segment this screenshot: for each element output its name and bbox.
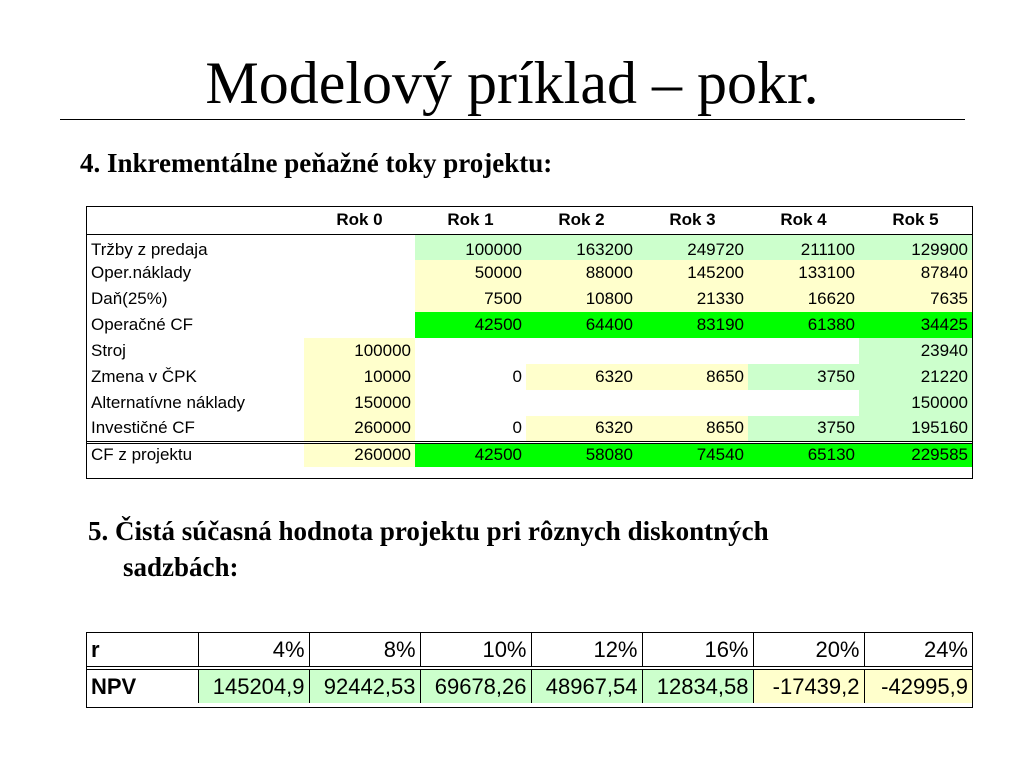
- table-cell: [304, 234, 415, 260]
- table-cell: 145200: [637, 260, 748, 286]
- table-cell: 8650: [637, 416, 748, 442]
- table-cell: 83190: [637, 312, 748, 338]
- table-cell: [304, 260, 415, 286]
- table-cell: [415, 390, 526, 416]
- row-label: Tržby z predaja: [91, 239, 208, 259]
- rate-cell: 8%: [309, 633, 420, 668]
- slide-title: Modelový príklad – pokr.: [205, 50, 819, 116]
- table-cell: [304, 312, 415, 338]
- npv-table: [86, 632, 973, 708]
- table-cell: 150000: [859, 390, 972, 416]
- table-cell: [526, 338, 637, 364]
- table-cell: 50000: [415, 260, 526, 286]
- header-empty: [87, 207, 304, 234]
- rate-cell: 16%: [642, 633, 753, 668]
- row-label: Oper.náklady: [91, 263, 192, 282]
- table-cell: 260000: [304, 416, 415, 442]
- table-cell: [415, 338, 526, 364]
- table-cell: 249720: [637, 234, 748, 260]
- table-cell: 64400: [526, 312, 637, 338]
- header-rok-1: Rok 1: [447, 210, 494, 230]
- table-cell: 16620: [748, 286, 859, 312]
- table-cell: [748, 390, 859, 416]
- table-row-total: [87, 442, 972, 467]
- table-cell: [637, 390, 748, 416]
- table-cell: 42500: [415, 442, 526, 467]
- title-divider: [60, 119, 965, 120]
- header-rok-4: Rok 4: [780, 210, 827, 230]
- npv-cell: 12834,58: [642, 668, 753, 703]
- table-cell: 42500: [415, 312, 526, 338]
- table-cell: 0: [512, 418, 522, 438]
- table-cell: 21330: [637, 286, 748, 312]
- header-rok-2: Rok 2: [558, 210, 605, 230]
- table-row: [87, 364, 972, 390]
- section-heading-npv-line-2: sadzbách:: [123, 552, 239, 582]
- table-cell: 23940: [859, 338, 972, 364]
- table-row: [87, 312, 972, 338]
- table-cell: 65130: [748, 442, 859, 467]
- row-label: Zmena v ČPK: [91, 367, 197, 386]
- table-cell: 7500: [415, 286, 526, 312]
- table-cell: 58080: [526, 442, 637, 467]
- rate-cell: 4%: [198, 633, 309, 668]
- table-cell: [304, 286, 415, 312]
- table-cell: 150000: [304, 390, 415, 416]
- npv-cell: -42995,9: [864, 668, 972, 703]
- table-cell: 7635: [859, 286, 972, 312]
- rate-row: [87, 633, 972, 668]
- table-cell: 61380: [748, 312, 859, 338]
- row-label: Daň(25%): [91, 289, 168, 308]
- npv-cell: 48967,54: [531, 668, 642, 703]
- table-cell: 3750: [748, 416, 859, 442]
- table-cell: 34425: [859, 312, 972, 338]
- table-row: [87, 260, 972, 286]
- header-rok-3: Rok 3: [669, 210, 716, 230]
- table-row: [87, 390, 972, 416]
- table-cell: 195160: [859, 416, 972, 442]
- npv-cell: 92442,53: [309, 668, 420, 703]
- section-heading-cash-flows: 4. Inkrementálne peňažné toky projektu:: [80, 148, 553, 178]
- table-cell: [637, 338, 748, 364]
- rate-row-label: r: [91, 636, 100, 662]
- cash-flow-table: [86, 206, 973, 479]
- table-cell: [526, 390, 637, 416]
- table-cell: 10000: [304, 364, 415, 390]
- table-cell: 229585: [859, 442, 972, 467]
- table-cell: 0: [512, 367, 522, 386]
- table-row: [87, 286, 972, 312]
- rate-cell: 10%: [420, 633, 531, 668]
- row-label: Stroj: [91, 341, 126, 360]
- npv-row-label: NPV: [91, 673, 137, 699]
- rate-cell: 12%: [531, 633, 642, 668]
- rate-cell: 20%: [753, 633, 864, 668]
- table-cell: 163200: [526, 234, 637, 260]
- table-cell: 88000: [526, 260, 637, 286]
- section-heading-npv: [88, 513, 988, 585]
- row-label: Investičné CF: [91, 418, 195, 438]
- table-cell: 100000: [304, 338, 415, 364]
- table-cell: 6320: [526, 364, 637, 390]
- npv-cell: 69678,26: [420, 668, 531, 703]
- table-cell: 6320: [526, 416, 637, 442]
- table-row: [87, 416, 972, 442]
- rate-cell: 24%: [864, 633, 972, 668]
- header-rok-0: Rok 0: [336, 210, 383, 230]
- table-row: [87, 338, 972, 364]
- row-label: Alternatívne náklady: [91, 393, 246, 412]
- table-cell: 129900: [859, 234, 972, 260]
- npv-cell: -17439,2: [753, 668, 864, 703]
- row-label: Operačné CF: [91, 315, 194, 334]
- table-cell: 74540: [637, 442, 748, 467]
- row-label: CF z projektu: [91, 445, 193, 465]
- table-cell: 260000: [304, 442, 415, 467]
- table-cell: 87840: [859, 260, 972, 286]
- table-cell: 10800: [526, 286, 637, 312]
- table-row: [87, 234, 972, 260]
- npv-row: [87, 668, 972, 703]
- table-cell: 211100: [748, 234, 859, 260]
- section-heading-npv-line-1: 5. Čistá súčasná hodnota projektu pri rôznych diskontných: [88, 516, 769, 546]
- table-cell: 8650: [637, 364, 748, 390]
- header-rok-5: Rok 5: [892, 210, 939, 230]
- table-cell: [748, 338, 859, 364]
- cash-flow-header-row: [87, 207, 972, 234]
- table-cell: 3750: [748, 364, 859, 390]
- table-cell: 100000: [415, 234, 526, 260]
- npv-cell: 145204,9: [198, 668, 309, 703]
- table-cell: 21220: [859, 364, 972, 390]
- table-cell: 133100: [748, 260, 859, 286]
